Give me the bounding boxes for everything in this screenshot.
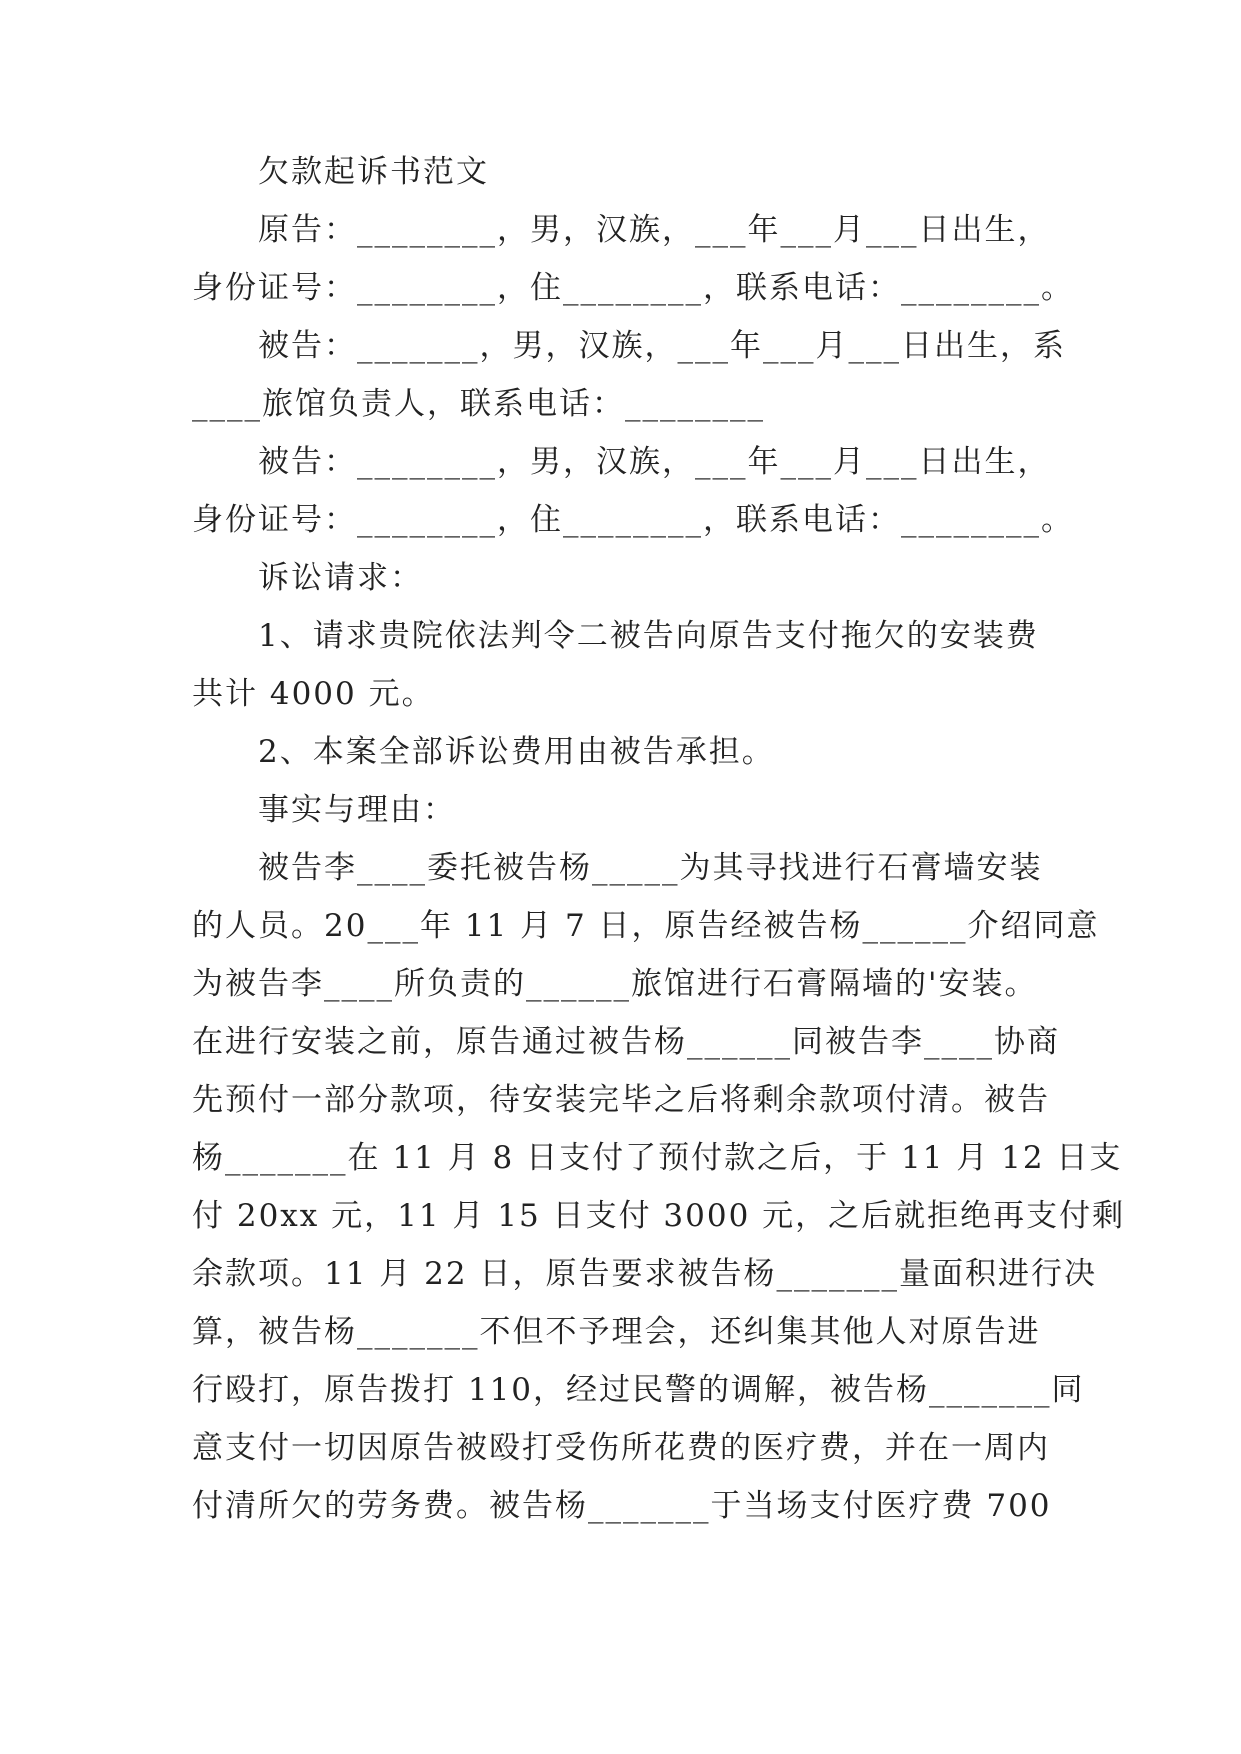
plaintiff-line-1: 原告：________，男，汉族，___年___月___日出生， [258, 212, 1051, 248]
claim-1-line-1: 1、请求贵院依法判令二被告向原告支付拖欠的安装费 [258, 618, 1039, 654]
facts-line-10: 行殴打，原告拨打 110，经过民警的调解，被告杨_______同 [192, 1372, 1085, 1408]
plaintiff-line-2: 身份证号：________，住________，联系电话：________。 [192, 270, 1074, 306]
facts-line-6: 杨_______在 11 月 8 日支付了预付款之后，于 11 月 12 日支 [192, 1140, 1123, 1176]
defendant2-line-1: 被告：________，男，汉族，___年___月___日出生， [258, 444, 1051, 480]
facts-line-1: 被告李____委托被告杨_____为其寻找进行石膏墙安装 [258, 850, 1043, 886]
facts-line-4: 在进行安装之前，原告通过被告杨______同被告李____协商 [192, 1024, 1060, 1060]
claim-1-line-2: 共计 4000 元。 [192, 676, 435, 712]
defendant1-line-1: 被告：_______，男，汉族，___年___月___日出生，系 [258, 328, 1066, 364]
facts-line-3: 为被告李____所负责的______旅馆进行石膏隔墙的'安装。 [192, 966, 1038, 1002]
facts-line-2: 的人员。20___年 11 月 7 日，原告经被告杨______介绍同意 [192, 908, 1100, 944]
claim-2: 2、本案全部诉讼费用由被告承担。 [258, 734, 775, 770]
facts-line-12: 付清所欠的劳务费。被告杨_______于当场支付医疗费 700 [192, 1488, 1052, 1524]
facts-line-7: 付 20xx 元，11 月 15 日支付 3000 元，之后就拒绝再支付剩 [192, 1198, 1126, 1234]
defendant1-line-2: ____旅馆负责人，联系电话：________ [192, 386, 765, 422]
defendant2-line-2: 身份证号：________，住________，联系电话：________。 [192, 502, 1074, 538]
document-title: 欠款起诉书范文 [258, 154, 489, 190]
facts-line-5: 先预付一部分款项，待安装完毕之后将剩余款项付清。被告 [192, 1082, 1050, 1118]
facts-line-9: 算，被告杨_______不但不予理会，还纠集其他人对原告进 [192, 1314, 1041, 1350]
facts-heading: 事实与理由： [258, 792, 456, 828]
claims-heading: 诉讼请求： [258, 560, 423, 596]
facts-line-11: 意支付一切因原告被殴打受伤所花费的医疗费，并在一周内 [192, 1430, 1050, 1466]
facts-line-8: 余款项。11 月 22 日，原告要求被告杨_______量面积进行决 [192, 1256, 1097, 1292]
